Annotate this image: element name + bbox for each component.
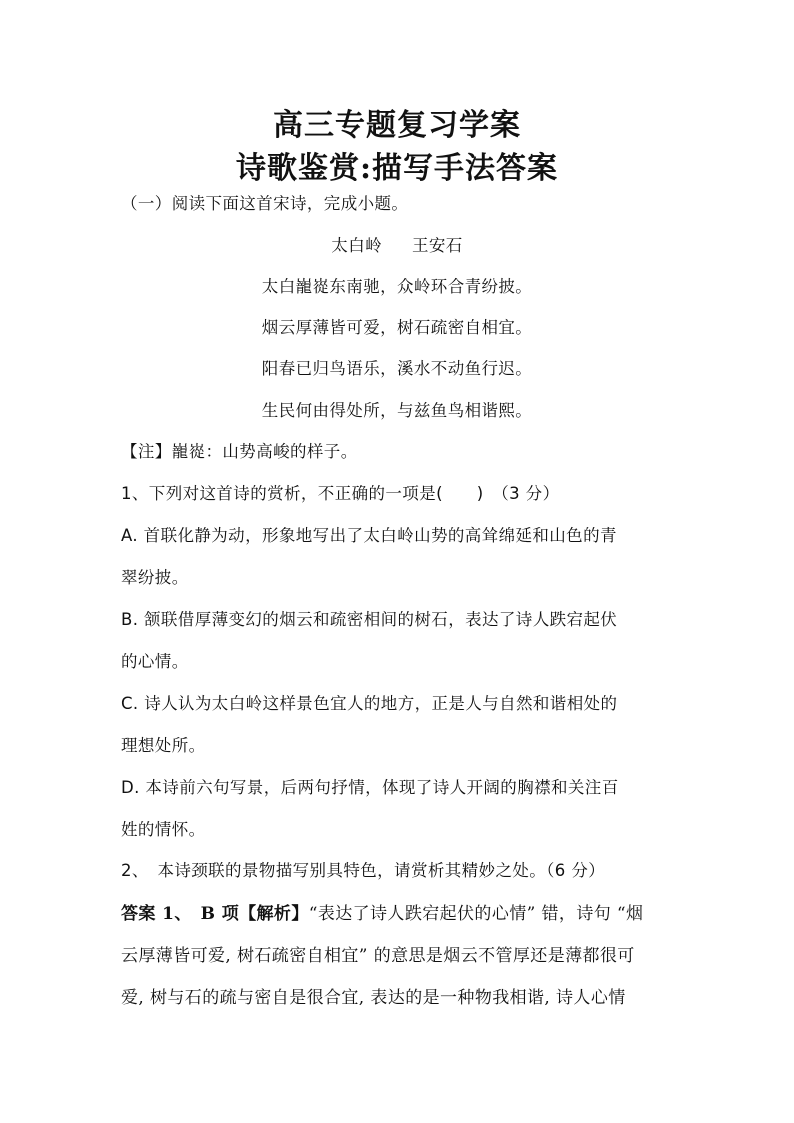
option-c-line-2: 理想处所。 <box>121 736 206 755</box>
option-b-line-2: 的心情。 <box>121 652 189 671</box>
section-intro: （一）阅读下面这首宋诗，完成小题。 <box>121 194 409 213</box>
document-title: 高三专题复习学案 <box>273 108 521 143</box>
option-d-line-2: 姓的情怀。 <box>121 820 206 839</box>
option-d-line-1: D. 本诗前六句写景，后两句抒情，体现了诗人开阔的胸襟和关注百 <box>121 778 619 797</box>
poem-heading <box>0 232 794 256</box>
poem-author: 王安石 <box>412 236 463 255</box>
poem-note: 【注】巃嵸：山势高峻的样子。 <box>121 442 358 461</box>
poem-line: 阳春已归鸟语乐，溪水不动鱼行迟。 <box>261 359 533 378</box>
option-a-line-1: A. 首联化静为动，形象地写出了太白岭山势的高耸绵延和山色的青 <box>121 526 617 545</box>
answer-text: “表达了诗人跌宕起伏的心情” 错，诗句 “烟 <box>308 904 644 924</box>
answer-line-3: 爱, 树与石的疏与密自是很合宜, 表达的是一种物我相谐, 诗人心情 <box>121 988 626 1008</box>
option-b-line-1: B. 颔联借厚薄变幻的烟云和疏密相间的树石，表达了诗人跌宕起伏 <box>121 610 618 629</box>
answer-label: 答案 1、 B 项【解析】 <box>121 904 309 924</box>
option-c-line-1: C. 诗人认为太白岭这样景色宜人的地方，正是人与自然和谐相处的 <box>121 694 618 713</box>
poem-line: 太白巃嵸东南驰，众岭环合青纷披。 <box>261 277 533 296</box>
poem-line: 生民何由得处所，与兹鱼鸟相谐熙。 <box>261 401 533 420</box>
answer-line-1 <box>121 899 643 924</box>
poem-title: 太白岭 <box>331 236 382 255</box>
poem-line: 烟云厚薄皆可爱，树石疏密自相宜。 <box>261 318 533 337</box>
question-2: 2、 本诗颈联的景物描写别具特色，请赏析其精妙之处。（6 分） <box>121 861 606 880</box>
option-a-line-2: 翠纷披。 <box>121 568 189 587</box>
question-1: 1、下列对这首诗的赏析，不正确的一项是( ) （3 分） <box>121 484 560 503</box>
answer-line-2: 云厚薄皆可爱, 树石疏密自相宜” 的意思是烟云不管厚还是薄都很可 <box>121 946 635 966</box>
document-subtitle: 诗歌鉴赏:描写手法答案 <box>235 151 559 186</box>
